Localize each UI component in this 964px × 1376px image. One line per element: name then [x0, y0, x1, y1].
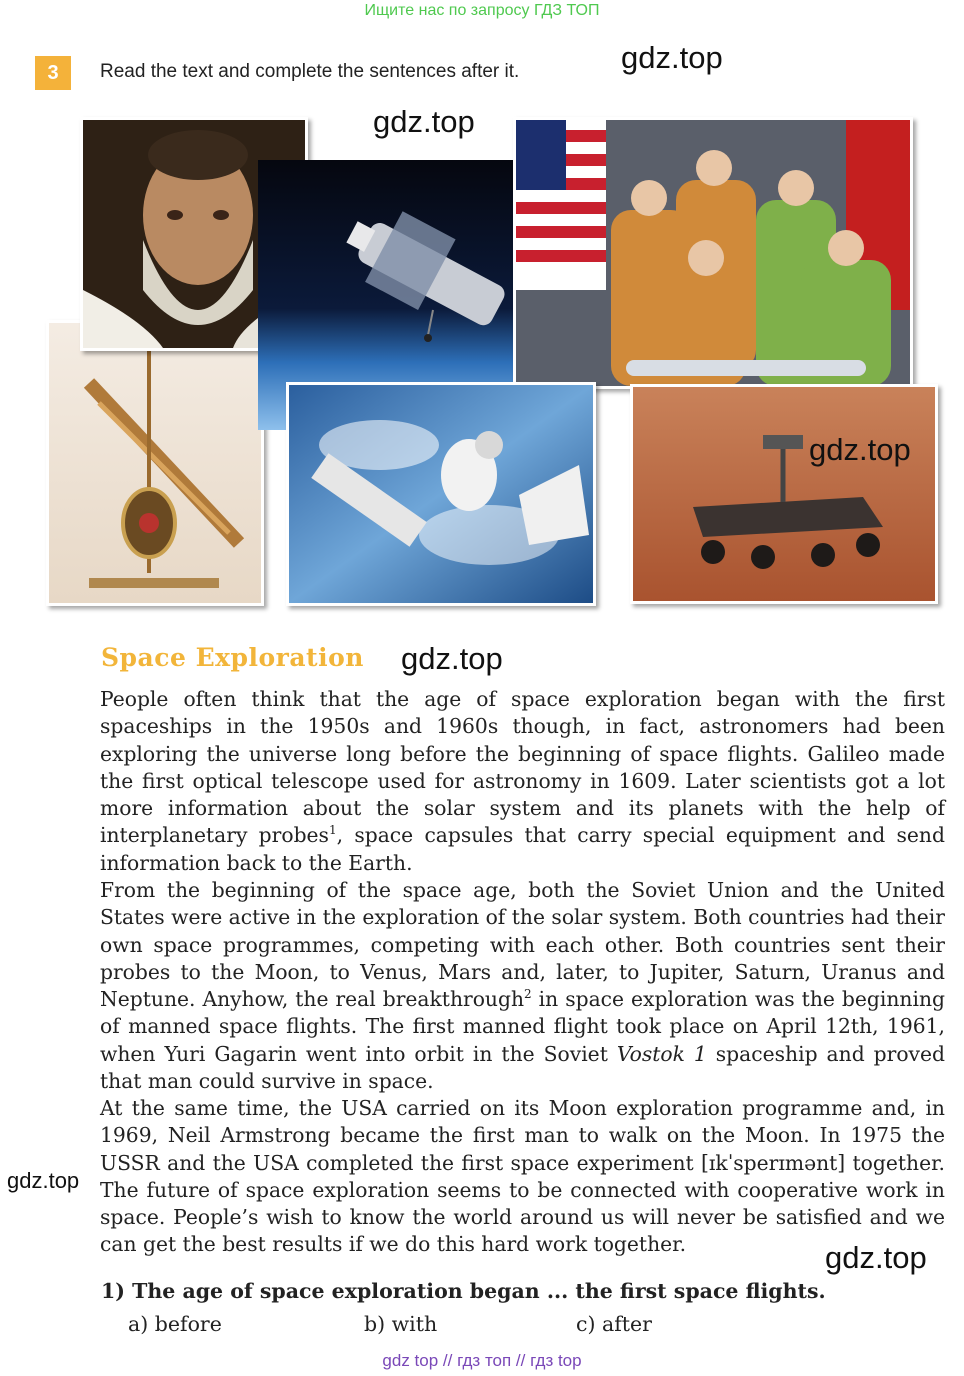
watermark-5: gdz.top	[7, 1168, 80, 1193]
crew-photo	[513, 117, 913, 389]
telescope-photo	[46, 320, 264, 606]
paragraph-2: From the beginning of the space age, both the Soviet Union and the United States were active in the exploration of the solar system. Both countries had their own space programmes, competing with each other. Both countries sent their probes to the Moon, to Venus, Mars and, later, to Jupiter, Saturn, Uranus and Neptune. Anyhow, the real breakthrough$^2$ in space exploration was the beginning of manned space flights. The first manned flight took place on April 12th, 1961, when Yuri Gagarin went into orbit in the Soviet Vostok 1 spaceship and proved that man could survive in space.	[100, 878, 945, 1094]
crew-image	[516, 120, 910, 386]
spacewalk-photo	[286, 382, 596, 606]
rover-photo	[630, 384, 938, 604]
rover-image	[633, 387, 935, 601]
option-a[interactable]: a) before	[128, 1312, 222, 1336]
question-1: 1) The age of space exploration began ... the first space flights.	[101, 1279, 826, 1303]
paragraph-3: At the same time, the USA carried on its Moon exploration programme and, in 1969, Neil Armstrong became the first man to walk on the Moon. In 1975 the USSR and the USA completed the first space experiment [ɪkˈsperɪmənt] together. The future of space exploration seems to be connected with cooperative work in space. People’s wish to know the world around us will never be satisfied and we can get the best results if we do this hard work together.	[100, 1096, 945, 1257]
option-b[interactable]: b) with	[364, 1312, 438, 1336]
article-title: Space Exploration	[101, 643, 364, 672]
task-number-badge: 3	[35, 56, 71, 90]
telescope-image	[49, 323, 261, 603]
option-c[interactable]: c) after	[576, 1312, 652, 1336]
watermark-3: gdz.top	[809, 432, 911, 467]
watermark-1: gdz.top	[621, 40, 723, 75]
spacewalk-image	[289, 385, 593, 603]
top-banner: Ищите нас по запросу ГДЗ ТОП	[364, 2, 600, 19]
watermark-6: gdz.top	[825, 1240, 927, 1275]
paragraph-1: People often think that the age of space exploration began with the first spaceships in the 1950s and 1960s though, in fact, astronomers had been exploring the universe long before the beginning of space flights. Galileo made the first optical telescope used for astronomy in 1609. Later scientists got a lot more information about the solar system and its planets with the help of interplanetary probes$^1$, space capsules that carry special equipment and send information back to the Earth.	[100, 687, 945, 875]
task-instruction: Read the text and complete the sentences after it.	[100, 61, 520, 82]
watermark-2: gdz.top	[373, 104, 475, 139]
watermark-4: gdz.top	[401, 641, 503, 676]
footer-links: gdz top // гдз топ // гдз top	[382, 1351, 582, 1370]
